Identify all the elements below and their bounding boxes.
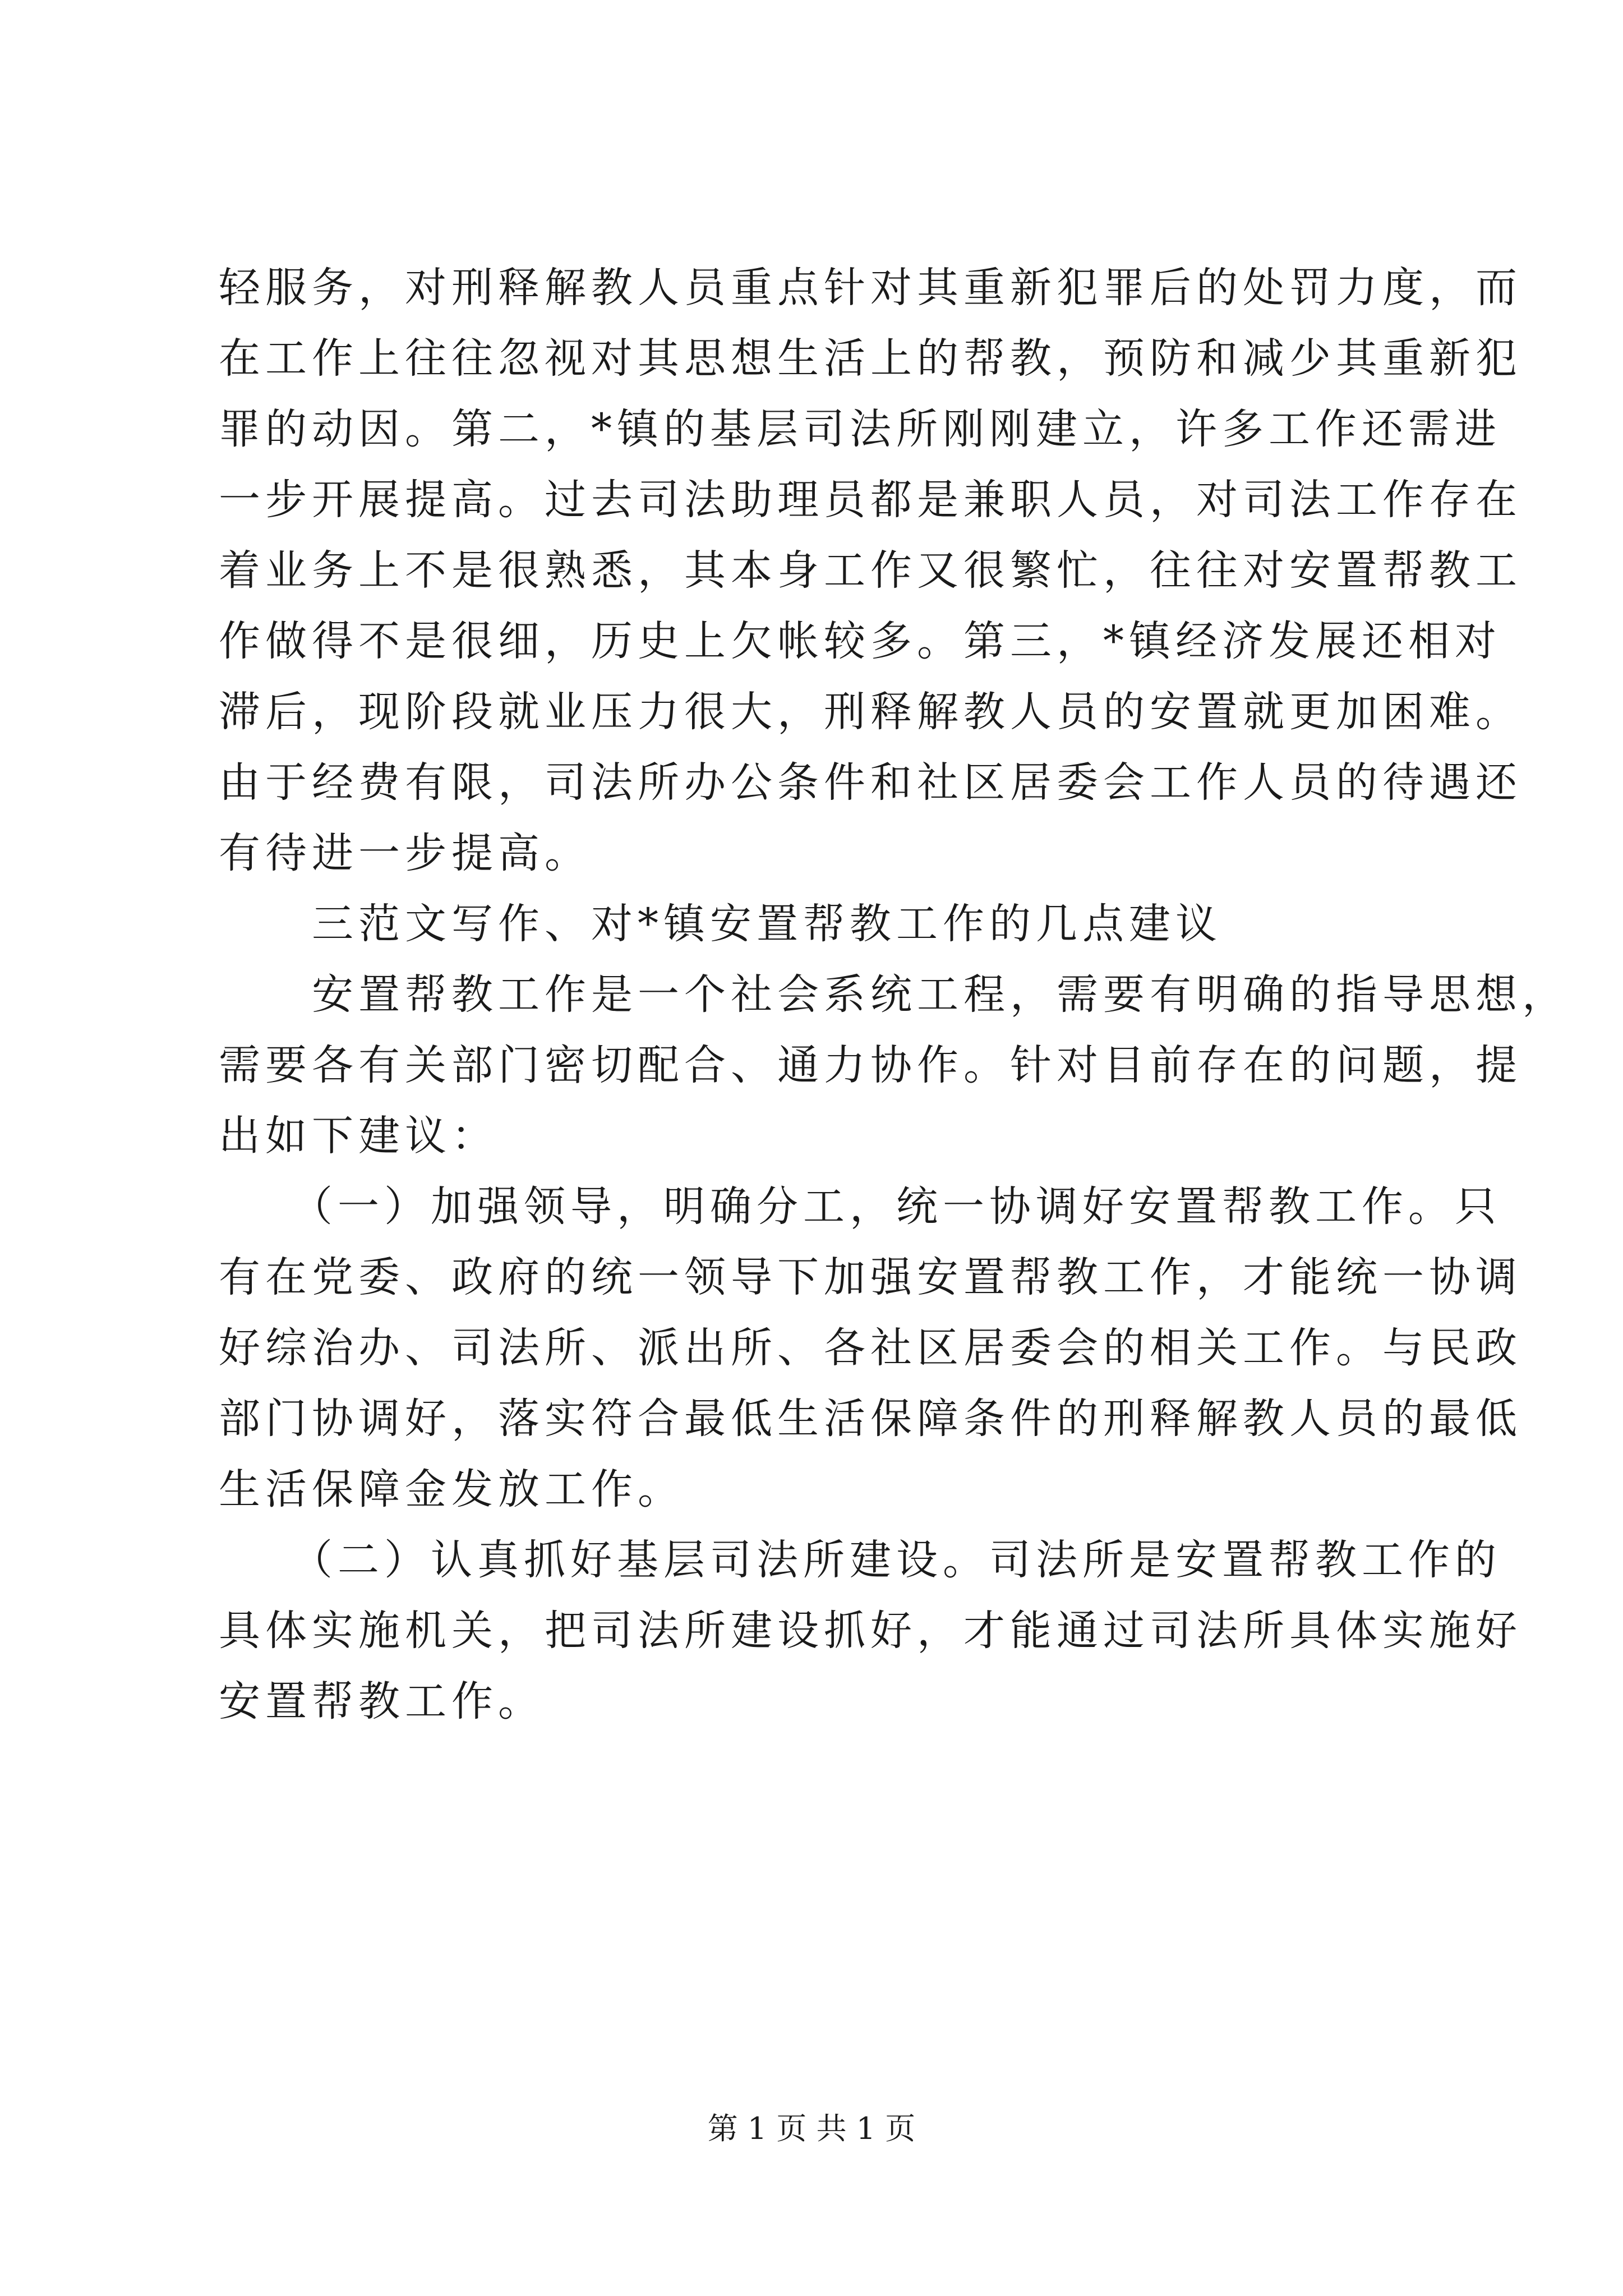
text-line: 在工作上往往忽视对其思想生活上的帮教，预防和减少其重新犯 [219, 334, 1522, 383]
text-line: 部门协调好，落实符合最低生活保障条件的刑释解教人员的最低 [219, 1395, 1522, 1443]
text-line: 安置帮教工作。 [219, 1677, 545, 1726]
text-line: 有在党委、政府的统一领导下加强安置帮教工作，才能统一协调 [219, 1253, 1522, 1301]
text-line: 作做得不是很细，历史上欠帐较多。第三，*镇经济发展还相对 [219, 617, 1501, 665]
text-line: 轻服务，对刑释解教人员重点针对其重新犯罪后的处罚力度，而 [219, 264, 1522, 312]
text-line: 滞后，现阶段就业压力很大，刑释解教人员的安置就更加困难。 [219, 688, 1522, 736]
text-line: 一步开展提高。过去司法助理员都是兼职人员，对司法工作存在 [219, 476, 1522, 524]
page-number-footer: 第 1 页 共 1 页 [707, 2111, 916, 2146]
text-line: 生活保障金发放工作。 [219, 1465, 684, 1513]
text-line: 需要各有关部门密切配合、通力协作。针对目前存在的问题，提 [219, 1041, 1522, 1089]
text-line: 安置帮教工作是一个社会系统工程，需要有明确的指导思想， [219, 970, 1569, 1019]
text-line: （二）认真抓好基层司法所建设。司法所是安置帮教工作的 [219, 1536, 1501, 1584]
text-line: （一）加强领导，明确分工，统一协调好安置帮教工作。只 [219, 1182, 1501, 1231]
text-line: 好综治办、司法所、派出所、各社区居委会的相关工作。与民政 [219, 1324, 1522, 1372]
text-line: 出如下建议： [219, 1112, 498, 1160]
text-line: 有待进一步提高。 [219, 829, 591, 877]
text-line: 着业务上不是很熟悉，其本身工作又很繁忙，往往对安置帮教工 [219, 546, 1522, 595]
text-line: 由于经费有限，司法所办公条件和社区居委会工作人员的待遇还 [219, 758, 1522, 807]
section-heading: 三范文写作、对*镇安置帮教工作的几点建议 [219, 900, 1222, 948]
text-line: 罪的动因。第二，*镇的基层司法所刚刚建立，许多工作还需进 [219, 405, 1501, 453]
text-line: 具体实施机关，把司法所建设抓好，才能通过司法所具体实施好 [219, 1607, 1522, 1655]
document-body [219, 252, 1569, 1737]
